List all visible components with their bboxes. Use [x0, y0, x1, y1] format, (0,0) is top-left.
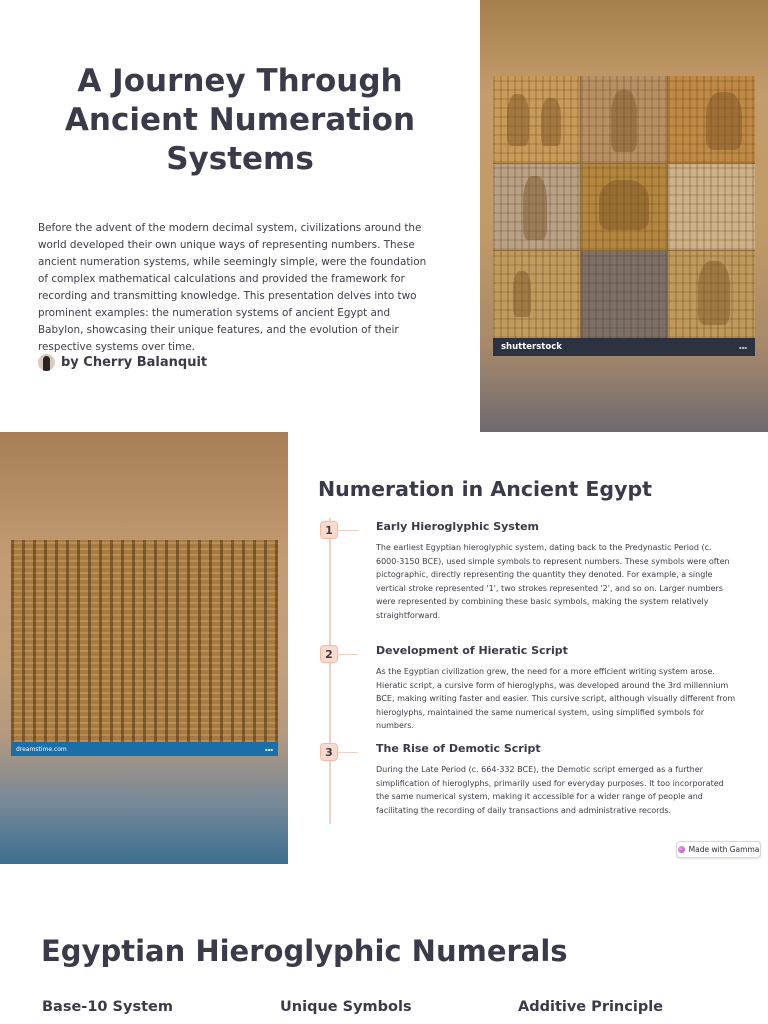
timeline-number-badge: 1 — [320, 521, 338, 539]
timeline-item-text: During the Late Period (c. 664-332 BCE), the Demotic script emerged as a further simplification of hieroglyphs, primarily used for everyday purposes. It too incorporated the same numerical system, making it accessible for a wider range of people and facilitating the recording of daily transactions and administrative records. — [376, 765, 724, 815]
author-avatar — [38, 354, 55, 371]
stock-watermark-bar — [493, 338, 755, 356]
collage-tile — [581, 76, 668, 163]
author-byline — [38, 352, 207, 372]
timeline-number-badge: 3 — [320, 743, 338, 761]
timeline-item-title: Development of Hieratic Script — [376, 644, 568, 657]
dreamstime-logo: dreamstime.com — [16, 745, 67, 753]
collage-tile — [493, 76, 580, 163]
title-slide — [0, 0, 768, 432]
collage-tile — [581, 251, 668, 338]
hieroglyph-wall-image — [0, 432, 288, 864]
timeline-line — [329, 518, 331, 824]
timeline-connector — [338, 530, 358, 531]
egypt-numeration-slide — [0, 432, 768, 864]
section-title: Egyptian Hieroglyphic Numerals — [41, 934, 568, 968]
presentation-title: A Journey Through Ancient Numeration Systems — [64, 63, 416, 177]
gamma-logo-icon — [678, 846, 685, 853]
column-heading: Base-10 System — [42, 999, 173, 1015]
timeline-item-title: Early Hieroglyphic System — [376, 520, 540, 533]
timeline-connector — [338, 752, 358, 753]
intro-paragraph: Before the advent of the modern decimal system, civilizations around the world developed their own unique ways of representing numbers. These ancient numeration systems, while seemingly simple, were the foundation of complex mathematical calculations and provided the framework for recording and transmitting knowledge. This presentation delves into two prominent examples: the numeration systems of ancient Egypt and Babylon, showcasing their unique features, and the evolution of their respective systems over time. — [38, 222, 427, 353]
author-name: by Cherry Balanquit — [61, 354, 208, 370]
collage-tile — [668, 251, 755, 338]
collage-tile — [581, 164, 668, 251]
stock-watermark-bar — [11, 742, 278, 756]
section-title: Numeration in Ancient Egypt — [318, 477, 652, 501]
collage-tile — [493, 251, 580, 338]
timeline-item-text: The earliest Egyptian hieroglyphic system, dating back to the Predynastic Period (c. 6000-3150 BCE), used simple symbols to represent numbers. These symbols were often pictographic, directly representing the quantity they denoted. For example, a single vertical stroke represented '1', two strokes represented '2', and so on. Larger numbers were represented by combining these basic symbols, making the system relatively straightforward. — [376, 543, 730, 620]
stock-image-id: ▪▪▪ — [738, 344, 747, 350]
column-heading: Additive Principle — [518, 999, 664, 1015]
collage-tile — [493, 164, 580, 251]
timeline-connector — [338, 654, 358, 655]
gamma-badge-label: Made with Gamma — [688, 845, 760, 854]
hieroglyphic-numerals-slide — [0, 864, 768, 1024]
collage-tile — [668, 164, 755, 251]
timeline-number-badge: 2 — [320, 645, 338, 663]
column-heading: Unique Symbols — [280, 999, 412, 1015]
shutterstock-logo: shutterstock — [501, 342, 562, 352]
collage-grid — [493, 76, 755, 338]
collage-tile — [668, 76, 755, 163]
timeline-item-text: As the Egyptian civilization grew, the need for a more efficient writing system arose. Hieratic script, a cursive form of hieroglyphs, was developed around the 3rd millennium BCE, making writing faster and easier. This cursive script, although visually different from hieroglyphs, maintained the same numerical system, using simplified symbols for numbers. — [376, 667, 736, 730]
made-with-gamma-badge[interactable] — [676, 841, 761, 858]
stock-image-id: ▪▪▪ — [264, 746, 273, 752]
timeline-item-title: The Rise of Demotic Script — [376, 742, 541, 755]
hieroglyph-wall — [11, 540, 278, 742]
hieroglyph-collage-image — [480, 0, 768, 432]
